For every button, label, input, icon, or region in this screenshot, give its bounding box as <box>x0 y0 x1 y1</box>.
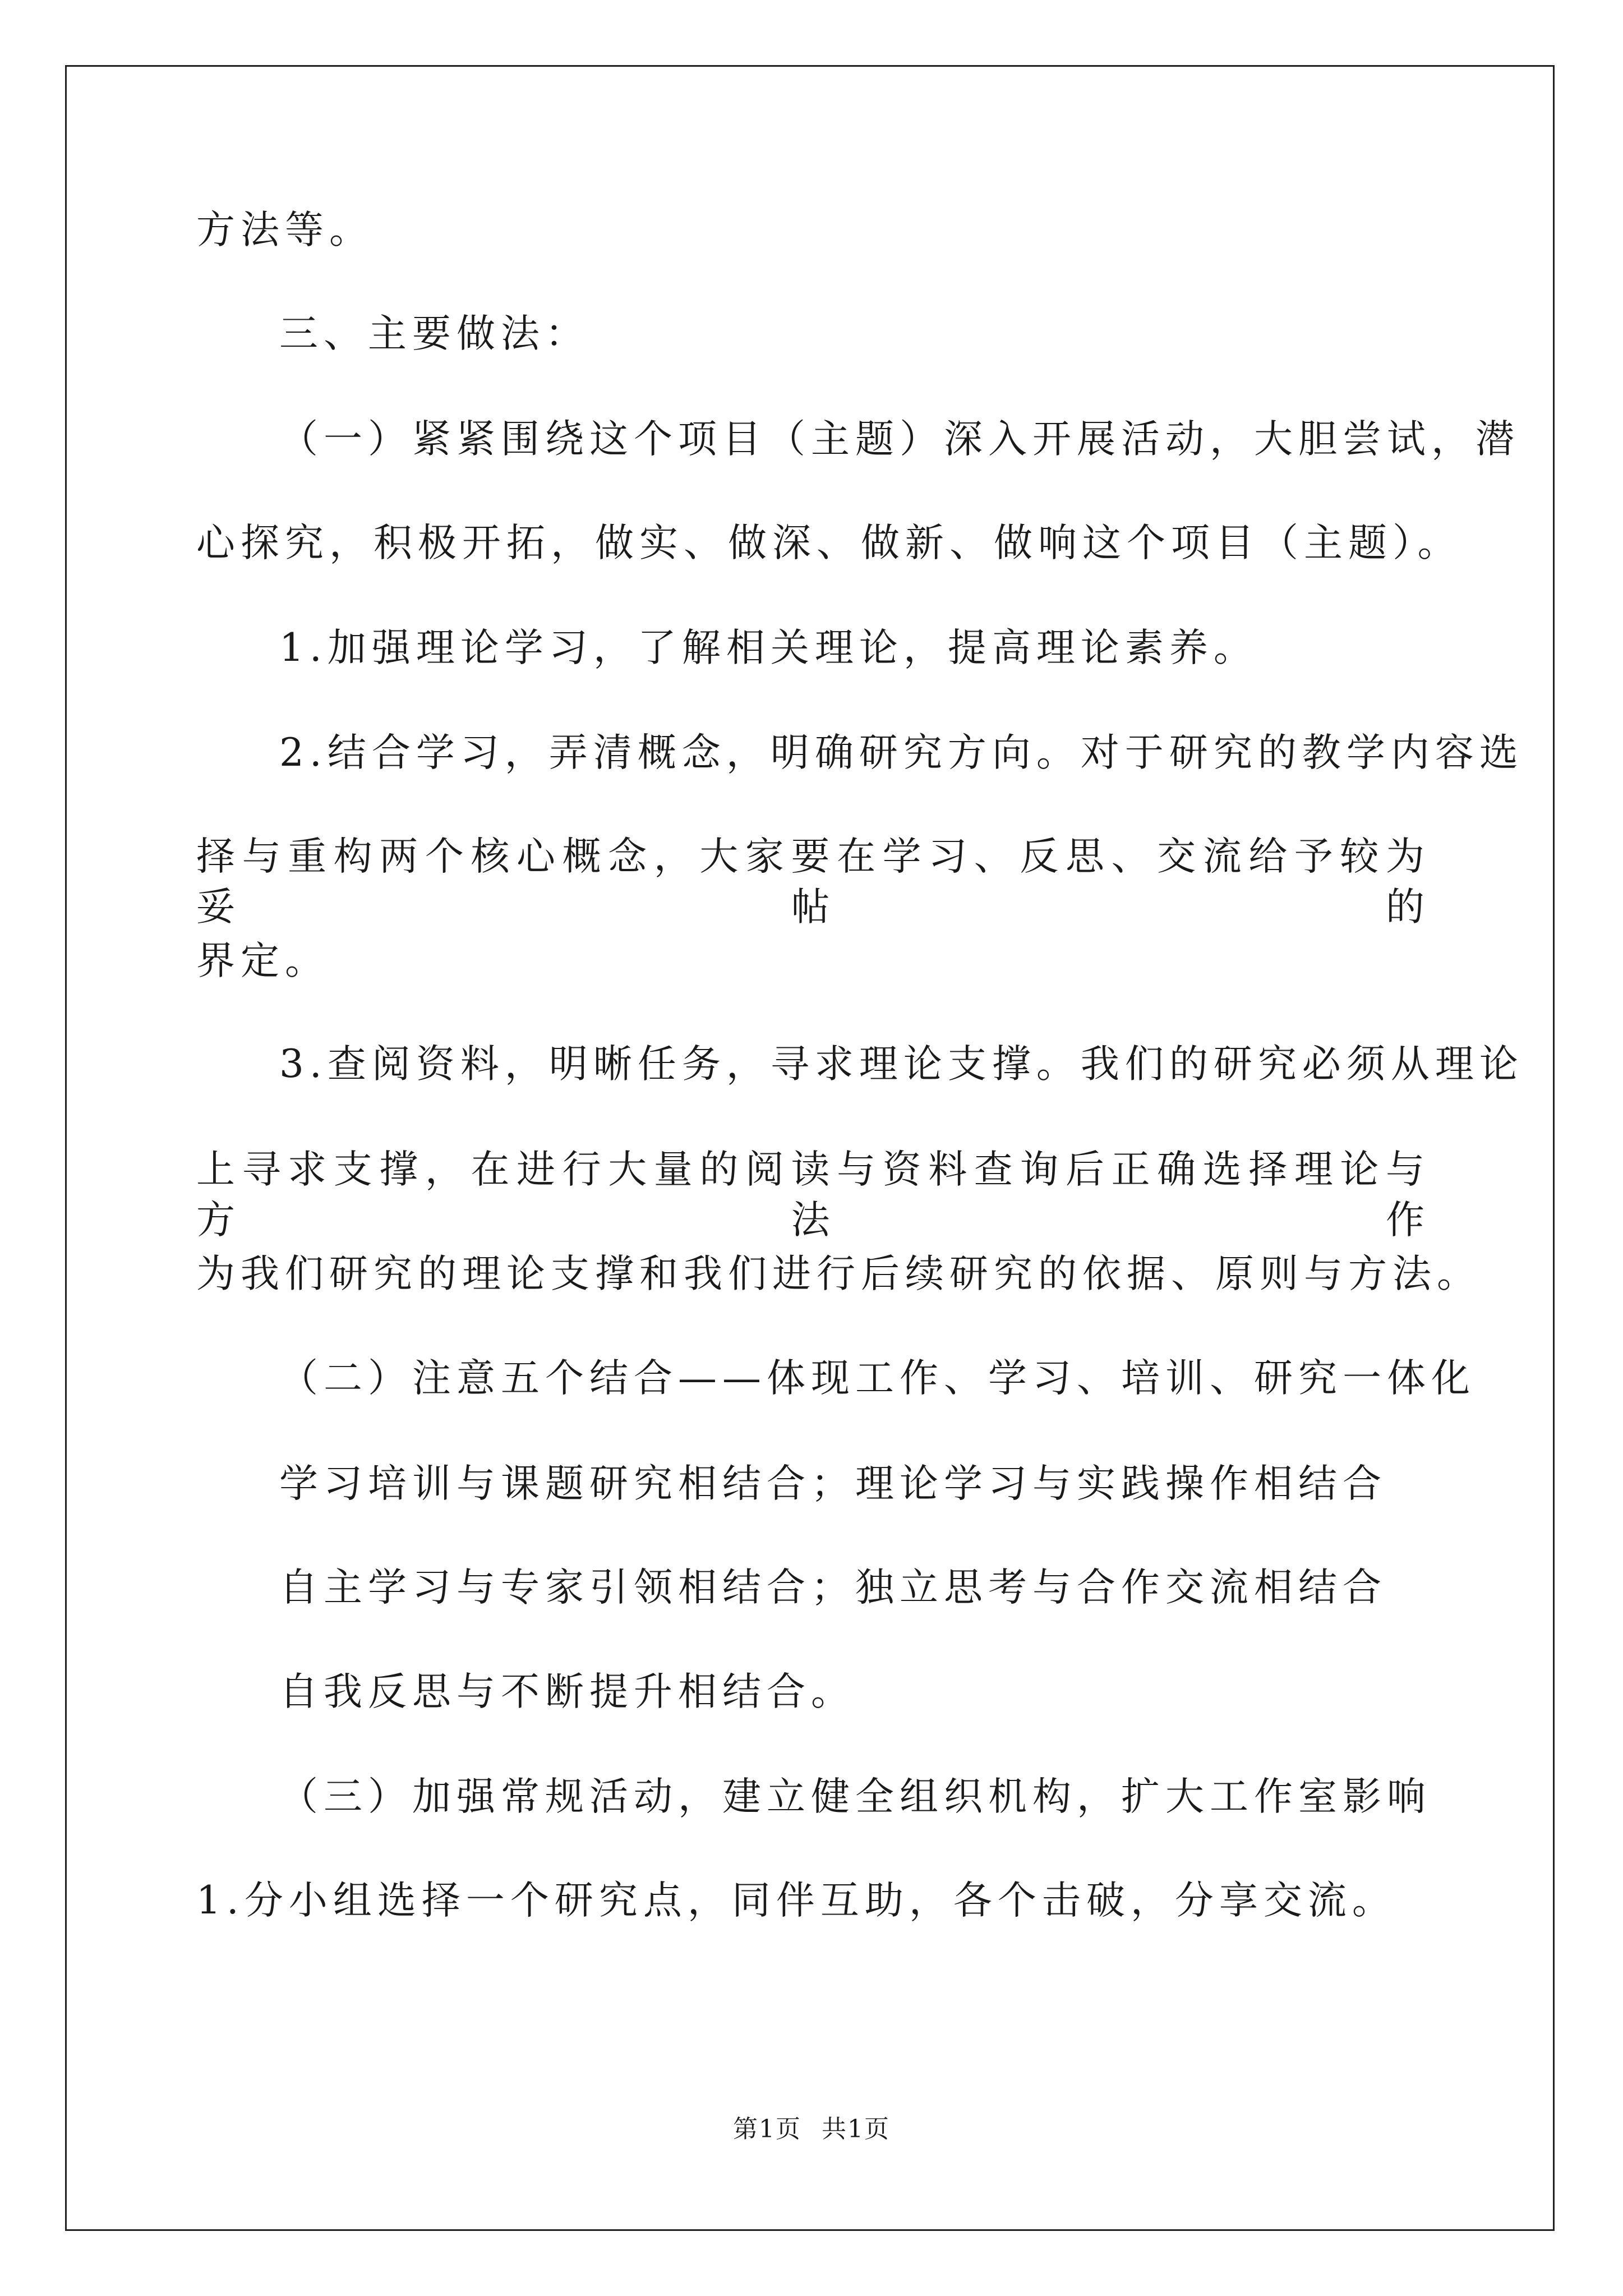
text-line-14: 自主学习与专家引领相结合；独立思考与合作交流相结合 <box>279 1565 1387 1610</box>
text-line-6: 2.结合学习，弄清概念，明确研究方向。对于研究的教学内容选 <box>279 730 1524 775</box>
text-line-3: （一）紧紧围绕这个项目（主题）深入开展活动，大胆尝试，潜 <box>279 417 1520 462</box>
text-line-15: 自我反思与不断提升相结合。 <box>279 1669 855 1714</box>
text-line-17: 1.分小组选择一个研究点，同伴互助，各个击破，分享交流。 <box>196 1878 1396 1923</box>
page-number-total: 共1页 <box>822 2115 890 2143</box>
text-line-12: （二）注意五个结合——体现工作、学习、培训、研究一体化 <box>279 1356 1476 1401</box>
section-heading-3: 三、主要做法： <box>279 311 589 356</box>
text-line-9: 3.查阅资料，明晰任务，寻求理论支撑。我们的研究必须从理论 <box>279 1042 1524 1087</box>
text-line-5: 1.加强理论学习，了解相关理论，提高理论素养。 <box>279 625 1258 670</box>
page-footer <box>0 2113 1623 2146</box>
text-line-11: 为我们研究的理论支撑和我们进行后续研究的依据、原则与方法。 <box>196 1251 1481 1296</box>
text-line-8: 界定。 <box>196 938 329 983</box>
text-line-1: 方法等。 <box>196 208 374 252</box>
page-number-current: 第1页 <box>733 2115 801 2143</box>
text-line-16: （三）加强常规活动，建立健全组织机构，扩大工作室影响 <box>279 1774 1431 1819</box>
text-line-4: 心探究，积极开拓，做实、做深、做新、做响这个项目（主题）。 <box>196 521 1462 565</box>
text-line-7: 择与重构两个核心概念，大家要在学习、反思、交流给予较为妥帖的 <box>196 834 1430 930</box>
text-line-13: 学习培训与课题研究相结合；理论学习与实践操作相结合 <box>279 1461 1387 1506</box>
text-line-10: 上寻求支撑，在进行大量的阅读与资料查询后正确选择理论与方法作 <box>196 1147 1430 1243</box>
